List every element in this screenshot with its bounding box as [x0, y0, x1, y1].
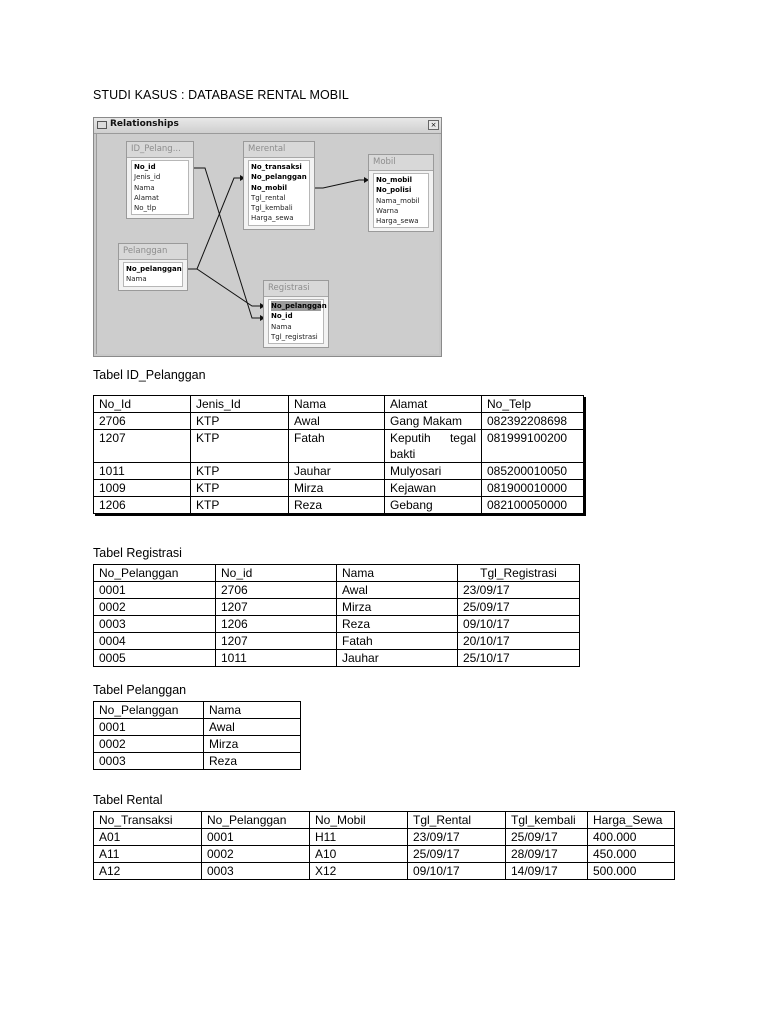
table-cell: 0001 [94, 582, 216, 599]
table-cell: 1011 [216, 650, 337, 667]
field-item[interactable]: Tgl_registrasi [271, 332, 318, 341]
field-item[interactable]: No_mobil [251, 183, 288, 192]
relation-line [182, 269, 265, 306]
table-cell: 0004 [94, 633, 216, 650]
relationships-icon [97, 121, 107, 129]
column-header: No_Telp [482, 396, 584, 413]
table-cell: 14/09/17 [506, 863, 588, 880]
table-cell: Kejawan [385, 480, 482, 497]
document-title: STUDI KASUS : DATABASE RENTAL MOBIL [93, 88, 349, 102]
field-item[interactable]: Warna [376, 206, 399, 215]
field-item[interactable]: Harga_sewa [376, 217, 419, 226]
table-cell: H11 [310, 829, 408, 846]
table-row [94, 463, 584, 480]
table-header-row [94, 702, 301, 719]
table-cell: Reza [289, 497, 385, 514]
field-list-title: Pelanggan [119, 244, 187, 260]
column-header: No_Pelanggan [94, 565, 216, 582]
table-cell: Mirza [289, 480, 385, 497]
table-cell: 1207 [94, 430, 191, 463]
table-title-rental: Tabel Rental [93, 793, 163, 807]
table-cell: Mirza [337, 599, 458, 616]
field-item[interactable]: Nama_mobil [376, 196, 420, 205]
field-item[interactable]: Nama [134, 183, 155, 192]
table-cell: 1206 [216, 616, 337, 633]
table-row [94, 719, 301, 736]
table-registrasi [93, 564, 580, 667]
table-row [94, 582, 580, 599]
field-item[interactable]: No_pelanggan [126, 265, 182, 273]
table-cell: 1009 [94, 480, 191, 497]
field-item[interactable]: No_id [271, 312, 293, 321]
table-cell: Awal [337, 582, 458, 599]
field-item[interactable]: Tgl_rental [251, 193, 286, 202]
table-cell: 28/09/17 [506, 846, 588, 863]
relationships-canvas [96, 134, 439, 354]
table-title-id-pelanggan: Tabel ID_Pelanggan [93, 368, 206, 382]
table-row [94, 413, 584, 430]
table-cell: KTP [191, 480, 289, 497]
table-cell: 1206 [94, 497, 191, 514]
field-item[interactable]: No_pelanggan [251, 173, 307, 182]
table-cell: 0001 [94, 719, 204, 736]
column-header: Harga_Sewa [588, 812, 675, 829]
table-cell: Jauhar [337, 650, 458, 667]
table-cell: 23/09/17 [458, 582, 580, 599]
table-title-registrasi: Tabel Registrasi [93, 546, 182, 560]
table-cell: 25/09/17 [506, 829, 588, 846]
table-cell: 0003 [94, 616, 216, 633]
field-list-merental[interactable] [243, 141, 315, 230]
table-cell: 0003 [94, 753, 204, 770]
field-item[interactable]: Alamat [134, 193, 159, 202]
table-cell: Fatah [337, 633, 458, 650]
field-list-id-pelanggan[interactable] [126, 141, 194, 219]
table-cell: A11 [94, 846, 202, 863]
table-cell: 25/09/17 [458, 599, 580, 616]
table-cell: Jauhar [289, 463, 385, 480]
table-cell: 0002 [94, 599, 216, 616]
column-header: No_id [216, 565, 337, 582]
table-row [94, 633, 580, 650]
field-list-fields [268, 299, 327, 344]
table-cell: Reza [337, 616, 458, 633]
table-cell: 085200010050 [482, 463, 584, 480]
field-list-pelanggan[interactable] [118, 243, 188, 291]
field-item[interactable]: Nama [126, 275, 147, 284]
field-list-fields [131, 160, 189, 215]
column-header: Tgl_kembali [506, 812, 588, 829]
table-cell: 082100050000 [482, 497, 584, 514]
column-header: No_Id [94, 396, 191, 413]
field-list-registrasi[interactable] [263, 280, 329, 348]
table-cell: 1207 [216, 599, 337, 616]
table-cell: 082392208698 [482, 413, 584, 430]
field-list-fields [123, 262, 183, 287]
field-item[interactable]: No_mobil [376, 176, 413, 184]
table-cell: Gebang [385, 497, 482, 514]
table-rental [93, 811, 675, 880]
column-header: Jenis_Id [191, 396, 289, 413]
table-cell: 500.000 [588, 863, 675, 880]
table-cell: A01 [94, 829, 202, 846]
table-title-pelanggan: Tabel Pelanggan [93, 683, 187, 697]
table-cell: 081900010000 [482, 480, 584, 497]
table-cell: 1207 [216, 633, 337, 650]
table-row [94, 863, 675, 880]
table-cell: 0001 [202, 829, 310, 846]
table-row [94, 829, 675, 846]
close-icon[interactable]: × [428, 120, 439, 130]
table-cell: KTP [191, 413, 289, 430]
table-cell: 09/10/17 [458, 616, 580, 633]
table-cell: A10 [310, 846, 408, 863]
table-header-row [94, 565, 580, 582]
table-cell: 0003 [202, 863, 310, 880]
table-cell: Mirza [204, 736, 301, 753]
table-row [94, 480, 584, 497]
relation-line [311, 180, 369, 188]
field-item[interactable]: No_polisi [376, 186, 412, 195]
table-row [94, 599, 580, 616]
relationships-window [93, 117, 442, 357]
table-cell: 25/09/17 [408, 846, 506, 863]
column-header: Nama [204, 702, 301, 719]
field-list-title: Merental [244, 142, 314, 158]
column-header: Tgl_Rental [408, 812, 506, 829]
field-list-title: Mobil [369, 155, 433, 171]
table-cell: Mulyosari [385, 463, 482, 480]
table-cell: Awal [289, 413, 385, 430]
table-cell: Fatah [289, 430, 385, 463]
table-cell: 0002 [94, 736, 204, 753]
table-cell: A12 [94, 863, 202, 880]
field-list-title: ID_Pelang... [127, 142, 193, 158]
table-row [94, 753, 301, 770]
table-cell: KTP [191, 430, 289, 463]
table-header-row [94, 812, 675, 829]
field-item[interactable]: Nama [271, 322, 292, 331]
column-header: No_Pelanggan [202, 812, 310, 829]
table-cell: Gang Makam [385, 413, 482, 430]
table-id-pelanggan [93, 395, 584, 514]
column-header: No_Mobil [310, 812, 408, 829]
table-cell: KTP [191, 463, 289, 480]
field-item[interactable]: Harga_sewa [251, 214, 294, 223]
table-cell: 25/10/17 [458, 650, 580, 667]
table-row [94, 846, 675, 863]
table-cell: 450.000 [588, 846, 675, 863]
table-row [94, 616, 580, 633]
column-header: Alamat [385, 396, 482, 413]
field-list-fields [373, 173, 429, 228]
table-row [94, 650, 580, 667]
table-row [94, 736, 301, 753]
table-cell: 2706 [216, 582, 337, 599]
table-cell: 0005 [94, 650, 216, 667]
field-list-mobil[interactable] [368, 154, 434, 232]
column-header: Nama [289, 396, 385, 413]
field-list-title: Registrasi [264, 281, 328, 297]
column-header: No_Transaksi [94, 812, 202, 829]
column-header: No_Pelanggan [94, 702, 204, 719]
table-pelanggan [93, 701, 301, 770]
field-list-fields [248, 160, 310, 226]
table-cell: 081999100200 [482, 430, 584, 463]
table-cell: 2706 [94, 413, 191, 430]
table-cell: 1011 [94, 463, 191, 480]
field-item[interactable]: No_transaksi [251, 163, 302, 171]
table-cell: Keputih tegal bakti [385, 430, 482, 463]
table-cell: 09/10/17 [408, 863, 506, 880]
field-item[interactable]: No_tlp [134, 204, 157, 213]
table-cell: 20/10/17 [458, 633, 580, 650]
relationships-titlebar [94, 118, 441, 134]
table-header-row [94, 396, 584, 413]
field-item[interactable]: No_pelanggan [271, 302, 327, 310]
table-row [94, 497, 584, 514]
column-header: Tgl_Registrasi [458, 565, 580, 582]
table-cell: Reza [204, 753, 301, 770]
table-cell: X12 [310, 863, 408, 880]
table-row [94, 430, 584, 463]
table-cell: 0002 [202, 846, 310, 863]
relationships-window-title: Relationships [110, 119, 179, 129]
field-item[interactable]: No_id [134, 163, 156, 171]
field-item[interactable]: Jenis_id [134, 173, 161, 182]
table-cell: 23/09/17 [408, 829, 506, 846]
table-cell: KTP [191, 497, 289, 514]
column-header: Nama [337, 565, 458, 582]
field-item[interactable]: Tgl_kembali [251, 204, 293, 213]
table-cell: Awal [204, 719, 301, 736]
table-cell: 400.000 [588, 829, 675, 846]
